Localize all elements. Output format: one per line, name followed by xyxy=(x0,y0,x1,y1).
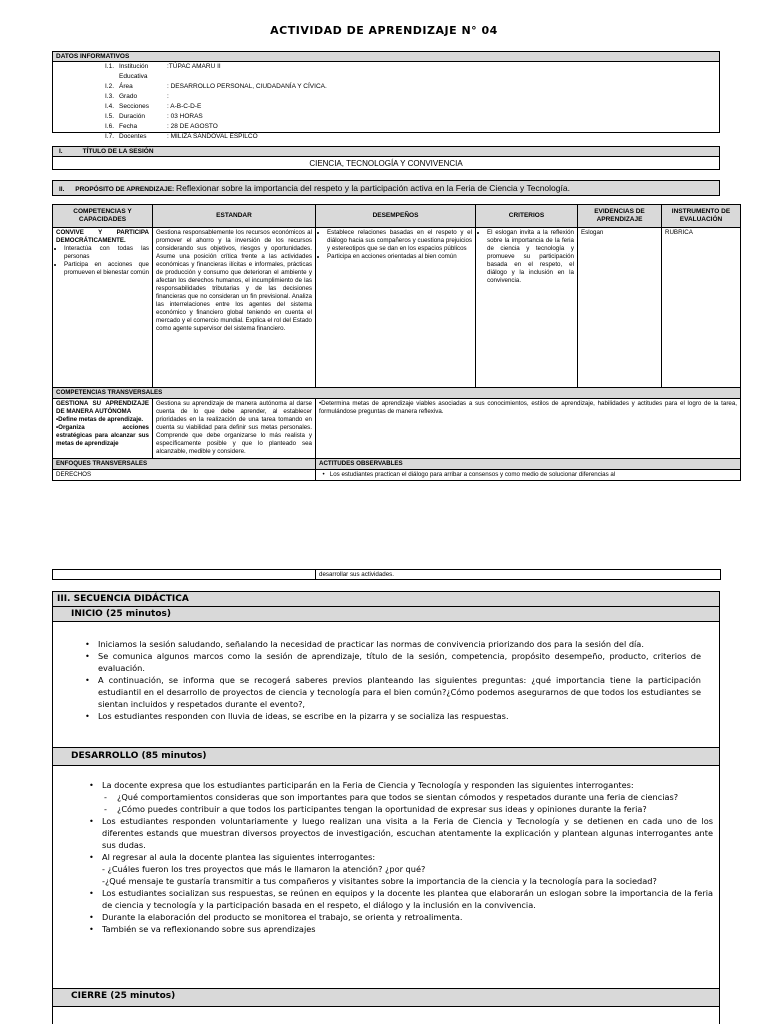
transversal-cap: •Organiza acciones estratégicas para alcanzar sus metas de aprendizaje xyxy=(56,424,149,447)
inicio-title: INICIO (25 minutos) xyxy=(53,607,719,622)
desarrollo-list xyxy=(89,779,713,935)
datos-value: : MILIZA SANDOVAL ESPILCO xyxy=(167,133,258,140)
titulo-num: I. xyxy=(59,148,63,155)
evidencias-cell: Eslogan xyxy=(578,228,662,388)
actitud-text: Los estudiantes practican el diálogo para arribar a consensos y como medio de solucionar diferencias al xyxy=(329,471,616,478)
enfoques-header: ENFOQUES TRANSVERSALES xyxy=(53,459,316,470)
header-cell: CRITERIOS xyxy=(476,205,578,228)
criterios-cell xyxy=(476,228,578,388)
transversal-meta-cell: •Determina metas de aprendizaje viables asociadas a sus conocimientos, estilos de aprendizaje, habilidades y actitudes para el logro de la tarea, formulándose preguntas de manera reflexiva. xyxy=(316,399,741,459)
list-item: - ¿Qué comportamientos consideras que son importantes para que todos se sientan cómodos y respetados durante una feria de ciencias? xyxy=(104,791,713,803)
list-item: • Al regresar al aula la docente plantea las siguientes interrogantes: xyxy=(89,851,713,863)
list-item: • Los estudiantes responden voluntariamente y luego realizan una visita a la Feria de Ciencia y Tecnología y se detienen en cada uno de los diferentes estands que muestran diversos proyectos de investigación, escuchan atentamente la explicación y plantean algunas interrogantes ante sus dudas. xyxy=(89,815,713,851)
datos-num: I.7. xyxy=(105,133,115,140)
competencia-list xyxy=(56,245,149,277)
transversales-header-row xyxy=(53,388,741,399)
table-row xyxy=(53,228,741,388)
datos-num: I.6. xyxy=(105,123,115,130)
datos-row xyxy=(53,132,719,142)
datos-num: I.3. xyxy=(105,93,115,100)
header-cell: EVIDENCIAS DE APRENDIZAJE xyxy=(578,205,662,228)
datos-informativos xyxy=(52,51,720,140)
desempenos-list xyxy=(319,229,472,261)
datos-num: I.2. xyxy=(105,83,115,90)
datos-value: :TÚPAC AMARU II xyxy=(167,63,221,70)
datos-value: : A-B-C-D-E xyxy=(167,103,202,110)
proposito-section xyxy=(52,180,720,196)
list-item: -¿Qué mensaje te gustaría transmitir a tus compañeros y visitantes sobre la importancia de la ciencia y la tecnología para la sociedad? xyxy=(102,876,657,886)
estandar-cell: Gestiona responsablemente los recursos económicos al promover el ahorro y la inversión de los recursos considerando sus objetivos, riesgos y oportunidades. Asume una posición crítica frente a las actividades económicas y financieras ilícitas e informales, prácticas de producción y consumo que deterioran el ambiente y afectan los derechos humanos, el incumplimiento de las responsabilidades tributarias y de las decisiones financieras que no consideran un fin previsional. Analiza las interrelaciones entre los agentes del sistema económico y financiero global teniendo en cuenta el mercado y el comercio mundial. Explica el rol del Estado como agente supervisor del sistema financiero. xyxy=(153,228,316,388)
list-item: • La docente expresa que los estudiantes participarán en la Feria de Ciencia y Tecnología y responden las siguientes interrogantes: xyxy=(89,779,713,791)
datos-num: I.5. xyxy=(105,113,115,120)
continuation-empty-cell xyxy=(53,570,316,580)
titulo-value: CIENCIA, TECNOLOGÍA Y CONVIVENCIA xyxy=(309,159,463,168)
desempenos-cell xyxy=(316,228,476,388)
datos-label: Duración xyxy=(119,113,146,120)
titulo-header xyxy=(53,147,719,157)
continuation-table xyxy=(52,569,721,580)
table-header-row xyxy=(53,205,741,228)
proposito-num: II. xyxy=(59,186,65,193)
datos-row xyxy=(53,112,719,122)
proposito-label: PROPÓSITO DE APRENDIZAJE: xyxy=(75,186,175,193)
titulo-label: TÍTULO DE LA SESIÓN xyxy=(82,148,154,155)
actitud-cell: • Los estudiantes practican el diálogo para arribar a consensos y como medio de solucionar diferencias al xyxy=(316,470,741,481)
desarrollo-title: DESARROLLO (85 minutos) xyxy=(53,748,719,766)
list-item: • Se comunica algunos marcos como la sesión de aprendizaje, título de la sesión, competencia, propósito desempeño, producto, criterios de evaluación. xyxy=(85,650,701,674)
list-item: - ¿Cuáles fueron los tres proyectos que más le llamaron la atención? ¿por qué? xyxy=(102,864,426,874)
datos-value: : xyxy=(167,93,169,100)
datos-row xyxy=(53,122,719,132)
datos-value: : 03 HORAS xyxy=(167,113,203,120)
list-item: • Durante la elaboración del producto se monitorea el trabajo, se orienta y retroalimenta. xyxy=(89,911,713,923)
datos-num: I.4. xyxy=(105,103,115,110)
list-item: • También se va reflexionando sobre sus aprendizajes xyxy=(89,923,713,935)
list-item: • Participa en acciones que promueven el bienestar común xyxy=(64,261,149,277)
list-item: • Participa en acciones orientadas al bien común xyxy=(327,253,472,261)
datos-row xyxy=(53,92,719,102)
desarrollo-content xyxy=(53,766,719,989)
transversal-cap: •Define metas de aprendizaje. xyxy=(56,416,144,423)
datos-label: Secciones xyxy=(119,103,149,110)
transversal-comp: GESTIONA SU APRENDIZAJE DE MANERA AUTÓNOMA xyxy=(56,400,149,415)
datos-value: : DESARROLLO PERSONAL, CIUDADANÍA Y CÍVICA. xyxy=(167,83,327,90)
instrumento-cell: RUBRICA xyxy=(662,228,741,388)
enfoque-cell: DERECHOS xyxy=(53,470,316,481)
header-cell: DESEMPEÑOS xyxy=(316,205,476,228)
header-cell: COMPETENCIAS Y CAPACIDADES xyxy=(53,205,153,228)
inicio-list xyxy=(85,638,701,722)
secuencia-header: III. SECUENCIA DIDÁCTICA xyxy=(53,592,719,607)
table-row xyxy=(53,470,741,481)
datos-row xyxy=(53,102,719,112)
datos-row xyxy=(53,62,719,82)
list-item: • Iniciamos la sesión saludando, señalando la necesidad de practicar las normas de convivencia priorizando dos para la sesión del día. xyxy=(85,638,701,650)
document-title: ACTIVIDAD DE APRENDIZAJE N° 04 xyxy=(270,24,498,37)
list-item: • A continuación, se informa que se recogerá saberes previos planteando las siguientes preguntas: ¿qué importancia tiene la participación estudiantil en el desarrollo de proyectos de ciencia y tecnología para el bien común?¿Cómo podemos asegurarnos de que todos los estudiantes se sientan incluidos y respetados durante el evento?, xyxy=(85,674,701,710)
datos-value: : 28 DE AGOSTO xyxy=(167,123,218,130)
datos-label: Docentes xyxy=(119,133,147,140)
datos-rows xyxy=(53,62,719,142)
proposito-value: Reflexionar sobre la importancia del respeto y la participación activa en la Feria de Ciencia y Tecnología. xyxy=(176,183,570,193)
list-item: • Establece relaciones basadas en el respeto y el diálogo hacia sus compañeros y cuestiona prejuicios y estereotipos que se dan en los espacios públicos xyxy=(327,229,472,253)
datos-row xyxy=(53,82,719,92)
list-item: • Los estudiantes socializan sus respuestas, se reúnen en equipos y la docente les plantea que elaborarán un eslogan sobre la importancia de la feria de ciencia y tecnología y la participación basada en el respeto, el diálogo y la inclusión en la convivencia. xyxy=(89,887,713,911)
list-item: • Los estudiantes responden con lluvia de ideas, se escribe en la pizarra y se socializa las respuestas. xyxy=(85,710,701,722)
competencias-table xyxy=(52,204,741,481)
enfoques-header-row xyxy=(53,459,741,470)
inicio-content xyxy=(53,622,719,748)
list-item: • El eslogan invita a la reflexión sobre la importancia de la feria de ciencia y tecnología y promueve su participación basada en el respeto, el diálogo y la inclusión en la convivencia. xyxy=(487,229,574,285)
competencia-title: CONVIVE Y PARTICIPA DEMOCRÁTICAMENTE. xyxy=(56,229,149,244)
secuencia-didactica xyxy=(52,591,720,1024)
datos-label: Área xyxy=(119,83,133,90)
list-item: - ¿Cómo puedes contribuir a que todos los participantes tengan la oportunidad de expresar sus ideas y opiniones durante la feria? xyxy=(104,803,713,815)
transversales-header: COMPETENCIAS TRANSVERSALES xyxy=(53,388,741,399)
datos-label: Grado xyxy=(119,93,138,100)
datos-num: I.1. xyxy=(105,63,115,70)
datos-label: Institución Educativa xyxy=(119,63,149,80)
table-row xyxy=(53,399,741,459)
header-cell: ESTANDAR xyxy=(153,205,316,228)
criterios-list xyxy=(479,229,574,285)
transversal-comp-cell xyxy=(53,399,153,459)
datos-header: DATOS INFORMATIVOS xyxy=(53,52,719,62)
competencia-cell xyxy=(53,228,153,388)
header-cell: INSTRUMENTO DE EVALUACIÓN xyxy=(662,205,741,228)
cierre-title: CIERRE (25 minutos) xyxy=(53,989,719,1007)
actitud-continuation: desarrollar sus actividades. xyxy=(316,570,721,580)
titulo-section xyxy=(52,146,720,170)
actitudes-header: ACTITUDES OBSERVABLES xyxy=(316,459,741,470)
transversal-desc-cell: Gestiona su aprendizaje de manera autónoma al darse cuenta de lo que debe aprender, al establecer prioridades en la realización de una tarea tomando en cuenta su viabilidad para definir sus metas personales. Comprende que debe organizarse lo más realista y específicamente posible y que lo planteado sea alcanzable, medible y considere. xyxy=(153,399,316,459)
datos-label: Fecha xyxy=(119,123,138,130)
list-item: • Interactúa con todas las personas xyxy=(64,245,149,261)
